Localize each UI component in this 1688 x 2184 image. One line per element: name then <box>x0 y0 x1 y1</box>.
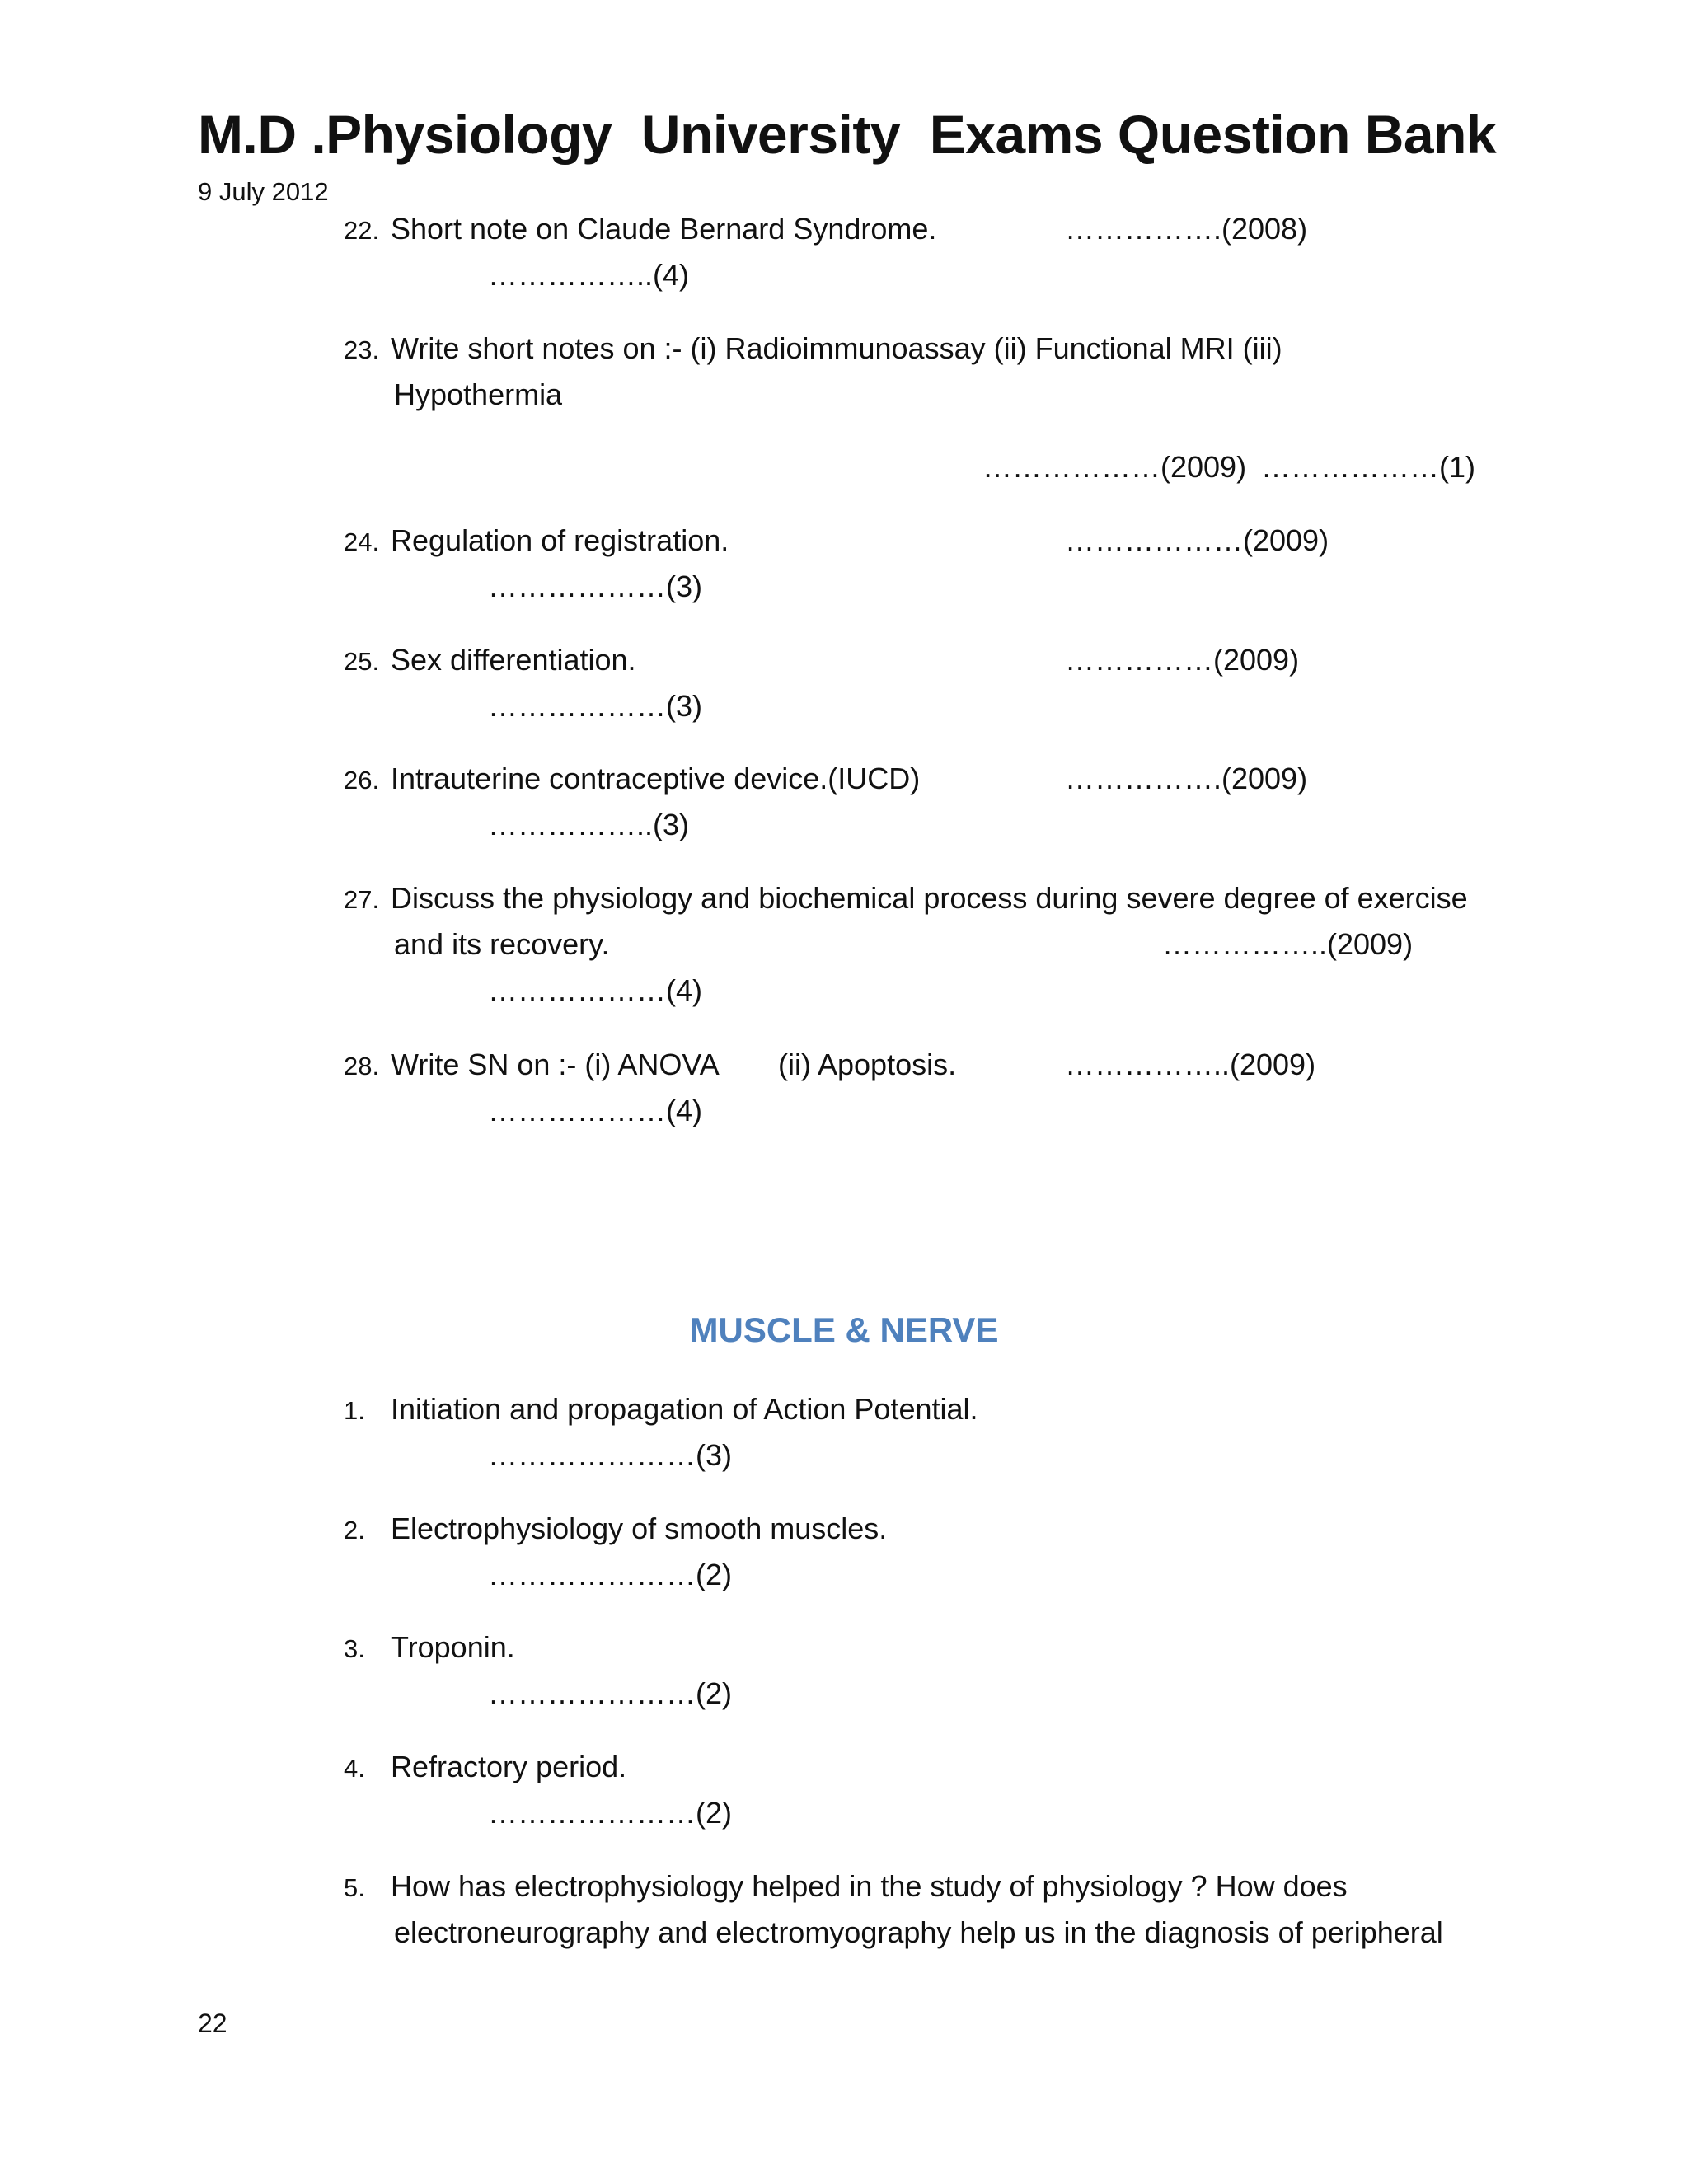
question-year: ……………..(2009) <box>1065 1047 1316 1081</box>
question-year: ………………(2009) <box>982 450 1247 484</box>
question-marks: ……………..(3) <box>488 808 690 841</box>
item-marks: …………………(2) <box>488 1676 732 1710</box>
question-text: Regulation of registration. <box>391 523 729 557</box>
question-text: Sex differentiation. <box>391 643 636 677</box>
question-marks: ………………(3) <box>488 569 702 603</box>
page-title: M.D .Physiology University Exams Question Bank <box>198 104 1497 165</box>
question-marks: ………………(4) <box>488 1094 702 1127</box>
page-number: 22 <box>198 2008 227 2038</box>
question-number: 28. <box>344 1052 380 1080</box>
question-year: …………….(2009) <box>1065 762 1308 795</box>
item-text: Refractory period. <box>391 1750 627 1783</box>
question-text-line-2: and its recovery. <box>394 927 610 961</box>
question-text-line-1: Write short notes on :- (i) Radioimmunoassay (ii) Functional MRI (iii) <box>391 331 1282 365</box>
question-year: ……………(2009) <box>1065 643 1300 677</box>
item-number: 1. <box>344 1396 365 1425</box>
item-text: Electrophysiology of smooth muscles. <box>391 1511 888 1545</box>
question-year: ………………(2009) <box>1065 523 1329 557</box>
question-text-line-1: Discuss the physiology and biochemical process during severe degree of exercise <box>391 881 1468 915</box>
question-number: 25. <box>344 647 380 676</box>
item-number: 5. <box>344 1873 365 1902</box>
item-text-line-2: electroneurography and electromyography help us in the diagnosis of peripheral <box>394 1915 1443 1949</box>
item-marks: …………………(2) <box>488 1796 732 1830</box>
question-text: Intrauterine contraceptive device.(IUCD) <box>391 762 921 795</box>
question-number: 24. <box>344 527 380 556</box>
item-number: 4. <box>344 1754 365 1783</box>
item-marks: …………………(2) <box>488 1558 732 1591</box>
item-text: Initiation and propagation of Action Potential. <box>391 1392 978 1426</box>
question-number: 26. <box>344 766 380 794</box>
question-text: Write SN on :- (i) ANOVA <box>391 1047 720 1081</box>
question-text-line-2: Hypothermia <box>394 377 563 411</box>
item-text: Troponin. <box>391 1630 515 1664</box>
question-marks: ……………..(4) <box>488 258 690 292</box>
item-text-line-1: How has electrophysiology helped in the study of physiology ? How does <box>391 1869 1348 1903</box>
question-year: …………….(2008) <box>1065 212 1308 246</box>
question-year: ……………..(2009) <box>1162 927 1414 961</box>
item-number: 2. <box>344 1516 365 1544</box>
question-number: 22. <box>344 216 380 245</box>
question-marks: ………………(4) <box>488 973 702 1007</box>
section-heading: MUSCLE & NERVE <box>689 1310 999 1349</box>
question-marks: ………………(3) <box>488 689 702 723</box>
question-text-part-2: (ii) Apoptosis. <box>778 1047 957 1081</box>
header-date: 9 July 2012 <box>198 177 329 206</box>
item-number: 3. <box>344 1634 365 1663</box>
item-marks: …………………(3) <box>488 1438 732 1472</box>
question-text: Short note on Claude Bernard Syndrome. <box>391 212 937 246</box>
question-marks: ………………(1) <box>1261 450 1475 484</box>
question-number: 23. <box>344 335 380 364</box>
question-number: 27. <box>344 885 380 914</box>
